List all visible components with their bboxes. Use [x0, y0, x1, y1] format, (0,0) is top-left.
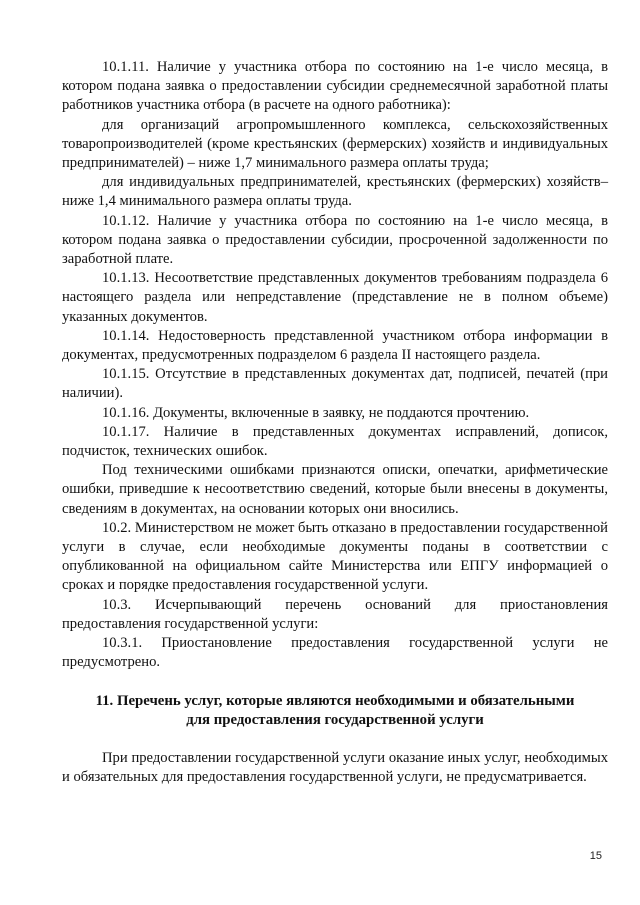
paragraph-10-1-17: 10.1.17. Наличие в представленных документах исправлений, дописок, подчисток, технических ошибок. [62, 423, 608, 460]
paragraph-10-1-13: 10.1.13. Несоответствие представленных документов требованиям подраздела 6 настоящего раздела или непредставление (представление не в полном объеме) указанных документов. [62, 270, 608, 325]
paragraph-10-3: 10.3. Исчерпывающий перечень оснований для приостановления предоставления государственной услуги: [62, 596, 608, 632]
section-11-heading [62, 692, 608, 731]
section-11-heading-line1: 11. Перечень услуг, которые являются необходимыми и обязательными [95, 692, 575, 709]
paragraph-individual-entrepreneurs: для индивидуальных предпринимателей, крестьянских (фермерских) хозяйств– ниже 1,4 минимального размера оплаты труда. [62, 174, 608, 210]
paragraph-10-2: 10.2. Министерством не может быть отказано в предоставлении государственной услуги в случае, если необходимые документы поданы в соответствии с опубликованной на официальном сайте Министерства или ЕПГУ информацией о сроках и порядке предоставления государственной услуги. [62, 519, 608, 594]
paragraph-10-3-1: 10.3.1. Приостановление предоставления государственной услуги не предусмотрено. [62, 635, 608, 671]
section-11-heading-line2: для предоставления государственной услуги [186, 712, 484, 728]
paragraph-10-1-15: 10.1.15. Отсутствие в представленных документах дат, подписей, печатей (при наличии). [62, 366, 608, 402]
document-body [62, 58, 608, 787]
paragraph-10-1-12: 10.1.12. Наличие у участника отбора по состоянию на 1-е число месяца, в котором подана заявка о предоставлении субсидии, просроченной задолженности по заработной плате. [62, 212, 608, 268]
page-number: 15 [589, 850, 602, 862]
paragraph-section-11: При предоставлении государственной услуги оказание иных услуг, необходимых и обязательных для предоставления государственной услуги, не предусматривается. [62, 749, 608, 785]
paragraph-10-1-14: 10.1.14. Недостоверность представленной участником отбора информации в документах, предусмотренных подразделом 6 раздела II настоящего раздела. [62, 327, 608, 364]
paragraph-10-1-16: 10.1.16. Документы, включенные в заявку, не поддаются прочтению. [102, 404, 530, 421]
paragraph-agro-organizations: для организаций агропромышленного комплекса, сельскохозяйственных товаропроизводителей (кроме крестьянских (фермерских) хозяйств и индивидуальных предпринимателей) – ниже 1,7 минимального размера оплаты труда; [62, 116, 608, 172]
paragraph-technical-errors: Под техническими ошибками признаются описки, опечатки, арифметические ошибки, приведшие к несоответствию сведений, которые были внесены в документы, сведениям в документах, на основании которых они вносились. [62, 462, 608, 517]
paragraph-10-1-11: 10.1.11. Наличие у участника отбора по состоянию на 1-е число месяца, в котором подана заявка о предоставлении субсидии среднемесячной заработной платы работников участника отбора (в расчете на одного работника): [62, 59, 608, 114]
